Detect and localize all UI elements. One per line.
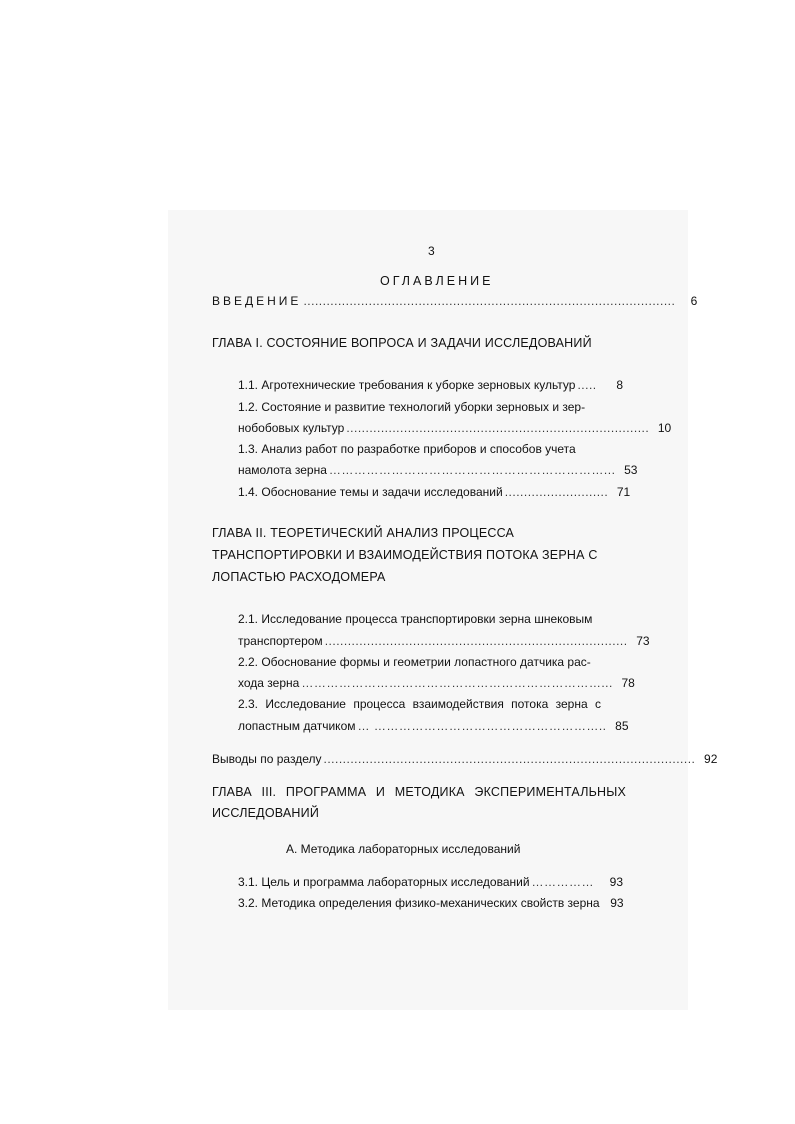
toc-entry-label: 1.1. Агротехнические требования к уборке зерновых культур (238, 378, 576, 392)
toc-entry-2-1[interactable] (238, 634, 650, 648)
toc-entry-1-3-line1[interactable]: 1.3. Анализ работ по разработке приборов и способов учета (238, 442, 576, 456)
chapter-3-title-line2[interactable]: ИССЛЕДОВАНИЙ (212, 806, 320, 820)
toc-page-number: 93 (609, 875, 623, 889)
toc-title: ОГЛАВЛЕНИЕ (380, 274, 494, 288)
section-subheading: А. Методика лабораторных исследований (286, 842, 521, 856)
toc-entry-label: намолота зерна (238, 463, 327, 477)
toc-page-number: 10 (657, 421, 672, 435)
toc-page-number: 93 (610, 896, 624, 910)
leader-dots: ................................................................................................. (323, 752, 696, 766)
page-number: 3 (428, 244, 435, 258)
toc-entry-2-3-line1[interactable]: 2.3. Исследование процесса взаимодействия потока зерна с (238, 697, 601, 711)
toc-entry-3-2[interactable] (238, 896, 623, 910)
toc-page-number: 71 (616, 485, 631, 499)
toc-page-number: 92 (704, 752, 718, 766)
toc-entry-label: ВВЕДЕНИЕ (212, 294, 302, 308)
leader-dots: …………… (531, 875, 595, 889)
toc-entry-label: лопастным датчиком (238, 719, 356, 733)
leader-dots: ............................................................................... (324, 634, 628, 648)
toc-entry-label: Выводы по разделу (212, 752, 322, 766)
toc-page-number: 8 (616, 378, 623, 392)
toc-entry-conclusions[interactable] (212, 752, 718, 766)
leader-dots: ………………………………………………………………... (301, 676, 613, 690)
toc-entry-2-2[interactable] (238, 676, 635, 690)
leader-dots: ............................................................................... (346, 421, 650, 435)
scanned-page-background (168, 210, 688, 1010)
toc-entry-label: хода зерна (238, 676, 300, 690)
chapter-1-title[interactable]: ГЛАВА I. СОСТОЯНИЕ ВОПРОСА И ЗАДАЧИ ИССЛЕДОВАНИЙ (212, 336, 592, 350)
toc-entry-label: нобобовых культур (238, 421, 345, 435)
toc-entry-2-1-line1[interactable]: 2.1. Исследование процесса транспортировки зерна шнековым (238, 612, 593, 626)
leader-dots: ........................... (504, 485, 609, 499)
toc-entry-1-2[interactable] (238, 421, 672, 435)
toc-entry-1-2-line1[interactable]: 1.2. Состояние и развитие технологий уборки зерновых и зер- (238, 400, 586, 414)
toc-entry-1-4[interactable] (238, 485, 631, 499)
toc-entry-label: 1.4. Обоснование темы и задачи исследований (238, 485, 503, 499)
chapter-3-title-line1[interactable]: ГЛАВА III. ПРОГРАММА И МЕТОДИКА ЭКСПЕРИМЕНТАЛЬНЫХ (212, 785, 627, 799)
toc-page-number: 73 (636, 634, 650, 648)
toc-page-number: 6 (690, 294, 698, 308)
toc-entry-1-3[interactable] (238, 463, 638, 477)
toc-entry-2-3[interactable] (238, 719, 629, 733)
toc-entry-3-1[interactable] (238, 875, 623, 889)
toc-page-number: 78 (621, 676, 635, 690)
leader-dots: … ……………………………………………….. (357, 719, 607, 733)
toc-entry-intro[interactable] (212, 294, 698, 308)
toc-entry-label: 3.2. Методика определения физико-механических свойств зерна (238, 896, 600, 910)
toc-entry-1-1[interactable] (238, 378, 623, 392)
chapter-2-title-line3[interactable]: ЛОПАСТЬЮ РАСХОДОМЕРА (212, 570, 386, 584)
leader-dots: ..... (577, 378, 597, 392)
chapter-2-title-line1[interactable]: ГЛАВА II. ТЕОРЕТИЧЕСКИЙ АНАЛИЗ ПРОЦЕССА (212, 526, 515, 540)
toc-entry-2-2-line1[interactable]: 2.2. Обоснование формы и геометрии лопастного датчика рас- (238, 655, 591, 669)
toc-page-number: 85 (615, 719, 629, 733)
toc-entry-label: 3.1. Цель и программа лабораторных исследований (238, 875, 530, 889)
leader-dots: ................................................................................................. (303, 294, 676, 308)
toc-page-number: 53 (624, 463, 638, 477)
chapter-2-title-line2[interactable]: ТРАНСПОРТИРОВКИ И ВЗАИМОДЕЙСТВИЯ ПОТОКА ЗЕРНА С (212, 548, 598, 562)
leader-dots: …………………………………………………………... (328, 463, 616, 477)
toc-entry-label: транспортером (238, 634, 323, 648)
